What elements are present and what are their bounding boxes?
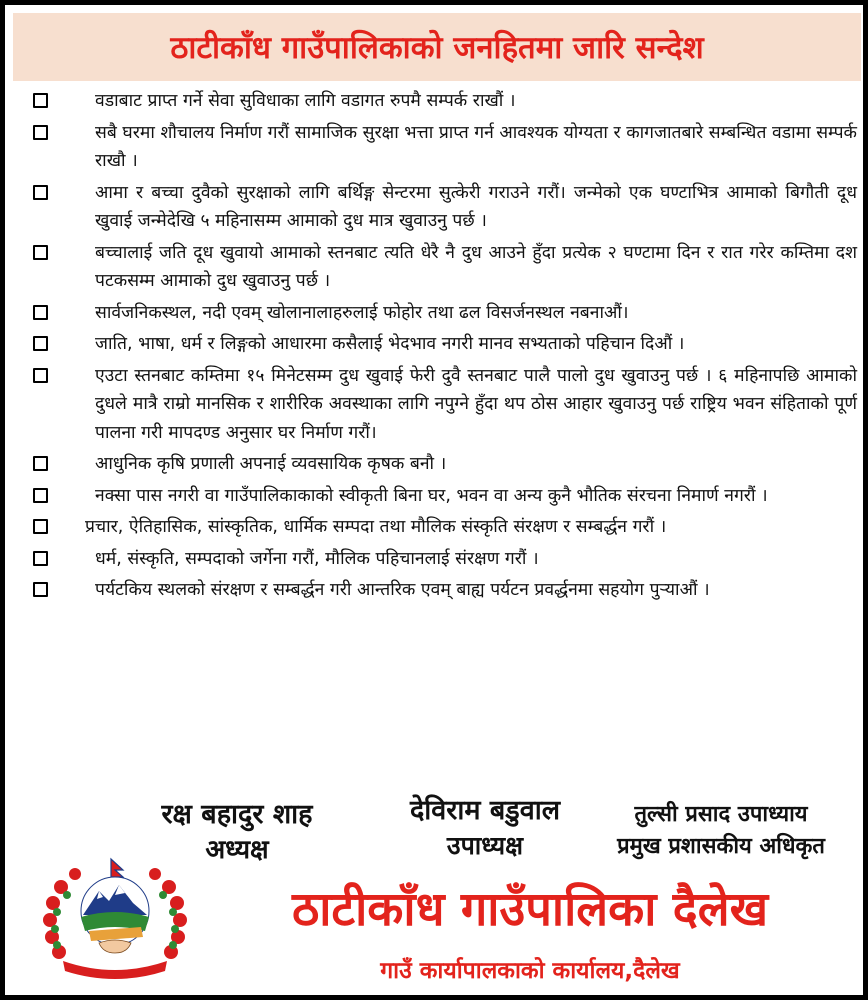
notice-text: बच्चालाई जति दूध खुवायो आमाको स्तनबाट त्यति धेरै नै दुध आउने हुँदा प्रत्येक २ घण्टामा दिन र रात गरेर कम्तिमा दश पटकसम्म आमाको दुध खुवाउनु पर्छ । [95, 242, 857, 291]
list-item [13, 299, 861, 328]
notice-text: जाति, भाषा, धर्म र लिङ्गको आधारमा कसैलाई भेदभाव नगरी मानव सभ्यताको पहिचान दिऔं । [95, 334, 685, 354]
notice-text: आधुनिक कृषि प्रणाली अपनाई व्यवसायिक कृषक बनौ । [95, 454, 447, 474]
signatory-cao [581, 799, 861, 863]
notice-text: एउटा स्तनबाट कम्तिमा १५ मिनेटसम्म दुध खुवाई फेरी दुवै स्तनबाट पालै पालो दुध खुवाउनु पर्छ । ६ महिनापछि आमाको दुधले मात्रै राम्रो मानसिक र शारीरिक अवस्थाका लागि नपुग्ने हुँदा थप ठोस आहार खुवाउनु पर्छ राष्ट्रिय भवन संहिताको पूर्ण पालना गरी मापदण्ड अनुसार घर निर्माण गरौं। [95, 365, 857, 443]
list-item [13, 119, 861, 176]
notice-text: धर्म, संस्कृति, सम्पदाको जर्गेना गरौं, मौलिक पहिचानलाई संरक्षण गरौं । [95, 548, 539, 569]
list-item [13, 482, 861, 511]
checkbox-icon [33, 582, 48, 597]
checkbox-icon [33, 519, 48, 534]
signatory-name: देविराम बडुवाल [409, 795, 561, 826]
notice-text: नक्सा पास नगरी वा गाउँपालिकाकाको स्वीकृती बिना घर, भवन वा अन्य कुनै भौतिक संरचना निमार्ण नगरौं । [95, 485, 768, 506]
list-item [13, 330, 861, 359]
notice-text: प्रचार, ऐतिहासिक, सांस्कृतिक, धार्मिक सम्पदा तथा मौलिक संस्कृति संरक्षण र सम्बर्द्धन गरौं । [85, 517, 667, 537]
signatory-role: अध्यक्ष [205, 835, 269, 865]
signatory-name: तुल्सी प्रसाद उपाध्याय [634, 802, 808, 827]
nepal-government-emblem-icon [41, 857, 189, 985]
list-item [13, 362, 861, 448]
checkbox-icon [33, 488, 48, 503]
signatory-role: उपाध्यक्ष [446, 831, 524, 860]
checkbox-icon [33, 551, 48, 566]
checkbox-icon [33, 185, 48, 200]
checkbox-icon [33, 456, 48, 471]
notice-text: आमा र बच्चा दुवैको सुरक्षाको लागि बर्थिङ्ग सेन्टरमा सुत्केरी गराउने गरौं। जन्मेको एक घण्टाभित्र आमाको बिगौती दूध खुवाई जन्मेदेखि ५ महिनासम्म आमाको दुध मात्र खुवाउनु पर्छ । [95, 182, 857, 231]
checkbox-icon [33, 245, 48, 260]
notice-text: सबै घरमा शौचालय निर्माण गरौं सामाजिक सुरक्षा भत्ता प्राप्त गर्न आवश्यक योग्यता र कागजातबारे सम्बन्धित वडामा सम्पर्क राखौ । [95, 122, 857, 171]
checkbox-icon [33, 93, 48, 108]
notice-text: पर्यटकिय स्थलको संरक्षण र सम्बर्द्धन गरी आन्तरिक एवम् बाह्य पर्यटन प्रवर्द्धनमा सहयोग पुर्‍याऔं । [95, 580, 710, 600]
list-item [13, 545, 861, 574]
signatory-vice-chairperson [365, 793, 605, 863]
list-item [13, 179, 861, 236]
municipality-name: ठाटीकाँध गाउँपालिका दैलेख [291, 882, 769, 937]
list-item [13, 239, 861, 296]
list-item [13, 450, 861, 479]
checkbox-icon [33, 305, 48, 320]
list-item [13, 513, 861, 542]
office-address: गाउँ कार्यापालकाको कार्यालय,दैलेख [380, 958, 680, 984]
list-item [13, 576, 861, 605]
signatory-name: रक्ष बहादुर शाह [161, 799, 313, 830]
checkbox-icon [33, 368, 48, 383]
signatory-role: प्रमुख प्रशासकीय अधिकृत [617, 834, 825, 859]
list-item [13, 87, 861, 116]
header-banner [13, 13, 861, 81]
notice-list [13, 87, 861, 608]
notice-text: वडाबाट प्राप्त गर्ने सेवा सुविधाका लागि वडागत रुपमै सम्पर्क राखौं । [95, 91, 516, 111]
page-title: ठाटीकाँध गाउँपालिकाको जनहितमा जारि सन्देश [170, 30, 704, 66]
checkbox-icon [33, 336, 48, 351]
checkbox-icon [33, 125, 48, 140]
notice-text: सार्वजनिकस्थल, नदी एवम् खोलानालाहरुलाई फोहोर तथा ढल विसर्जनस्थल नबनाऔं। [95, 302, 629, 323]
